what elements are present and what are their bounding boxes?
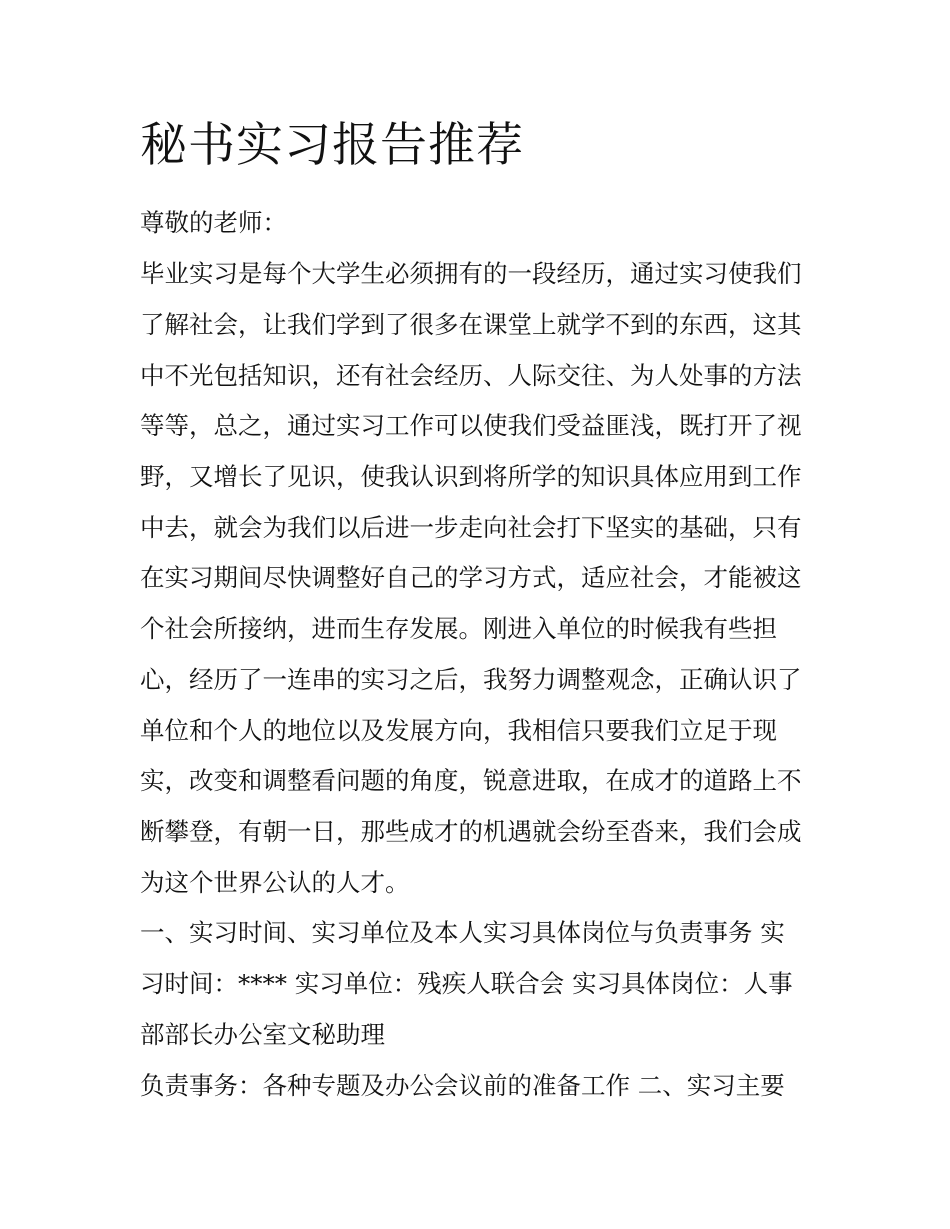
body-line: 断攀登，有朝一日，那些成才的机遇就会纷至沓来，我们会成 xyxy=(140,817,802,846)
body-line: 个社会所接纳，进而生存发展。刚进入单位的时候我有些担 xyxy=(140,614,777,643)
body-line: 部部长办公室文秘助理 xyxy=(140,1020,385,1049)
body-line: 等等，总之，通过实习工作可以使我们受益匪浅，既打开了视 xyxy=(140,411,802,440)
section-heading-line: 一、实习时间、实习单位及本人实习具体岗位与负责事务 实 xyxy=(140,918,785,947)
body-line: 单位和个人的地位以及发展方向，我相信只要我们立足于现 xyxy=(140,716,777,745)
document-title: 秘书实习报告推荐 xyxy=(140,118,524,173)
body-line: 在实习期间尽快调整好自己的学习方式，适应社会，才能被这 xyxy=(140,563,802,592)
body-line: 了解社会，让我们学到了很多在课堂上就学不到的东西，这其 xyxy=(140,310,802,339)
body-line: 实，改变和调整看问题的角度，锐意进取，在成才的道路上不 xyxy=(140,766,802,795)
body-line: 习时间：**** 实习单位：残疾人联合会 实习具体岗位：人事 xyxy=(140,969,793,998)
body-line: 为这个世界公认的人才。 xyxy=(140,868,410,897)
body-line: 中去，就会为我们以后进一步走向社会打下坚实的基础，只有 xyxy=(140,513,802,542)
body-line: 毕业实习是每个大学生必须拥有的一段经历，通过实习使我们 xyxy=(140,259,802,288)
body-line: 中不光包括知识，还有社会经历、人际交往、为人处事的方法 xyxy=(140,361,802,390)
body-line: 负责事务：各种专题及办公会议前的准备工作 二、实习主要 xyxy=(140,1071,785,1100)
body-line: 野，又增长了见识，使我认识到将所学的知识具体应用到工作 xyxy=(140,462,802,491)
body-line: 心，经历了一连串的实习之后，我努力调整观念，正确认识了 xyxy=(140,665,802,694)
salutation-line: 尊敬的老师： xyxy=(140,208,287,237)
